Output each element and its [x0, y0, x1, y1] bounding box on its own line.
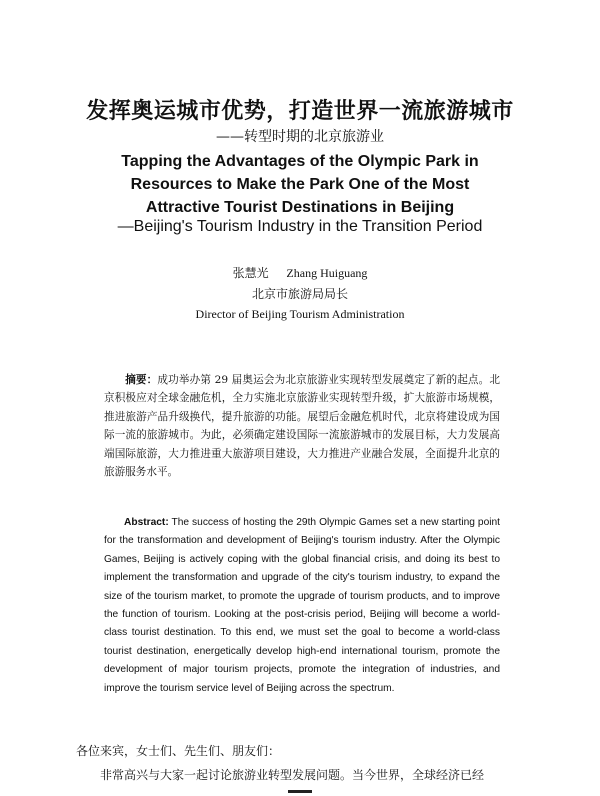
abstract-zh-label: 摘要：: [125, 374, 158, 386]
abstract-en-text: The success of hosting the 29th Olympic Games set a new starting point for the transformation and development of Beijing's tourism industry. After the Olympic Games, Beijing is actively coping with the global financial crisis, and doing its best to implement the transformation and upgrade of the city's tourism industry, to expand the size of the tourism market, to promote the upgrade of tourism products, and to improve the function of tourism. Looking at the post-crisis period, Beijing will become a world-class tourist destination. To this end, we must set the goal to become a world-class tourist destination, energetically develop high-end international tourism, promote the development of major tourism projects, promote the integration of industries, and improve the tourism service level of Beijing across the spectrum.: [104, 517, 500, 694]
author-name-zh: 张慧光: [232, 266, 269, 280]
affiliation-en: Director of Beijing Tourism Administration: [195, 307, 405, 321]
english-subtitle: —Beijing's Tourism Industry in the Transition Period: [117, 218, 483, 235]
abstract-zh-text: 成功举办第 29 届奥运会为北京旅游业实现转型发展奠定了新的起点。北京积极应对全球金融危机，全力实施北京旅游业实现转型升级，扩大旅游市场规模，推进旅游产品升级换代，提升旅游的功能。展望后金融危机时代，北京将建设成为国际一流的旅游城市。为此，必须确定建设国际一流旅游城市的发展目标，大力发展高端国际旅游，大力推进重大旅游项目建设，大力推进产业融合发展，全面提升北京的旅游服务水平。: [104, 374, 501, 479]
page-number-mark: [288, 790, 312, 793]
abstract-en-label: Abstract:: [124, 517, 169, 528]
author-name-en: Zhang Huiguang: [286, 266, 368, 280]
chinese-title: 发挥奥运城市优势，打造世界一流旅游城市: [86, 99, 514, 124]
english-title-line-1: Tapping the Advantages of the Olympic Park in: [121, 153, 479, 170]
author-line: [0, 264, 600, 281]
english-title-line-2: Resources to Make the Park One of the Most: [130, 176, 470, 193]
body-first-line: 非常高兴与大家一起讨论旅游业转型发展问题。当今世界，全球经济已经: [100, 768, 485, 782]
english-title-line-3: Attractive Tourist Destinations in Beijing: [145, 199, 455, 216]
affiliation-zh: 北京市旅游局局长: [251, 287, 348, 301]
chinese-subtitle: ——转型时期的北京旅游业: [216, 129, 384, 145]
abstract-en: [104, 514, 500, 698]
greeting: 各位来宾，女士们、先生们、朋友们：: [76, 744, 281, 758]
abstract-zh: [104, 371, 500, 481]
english-title: [0, 150, 600, 219]
